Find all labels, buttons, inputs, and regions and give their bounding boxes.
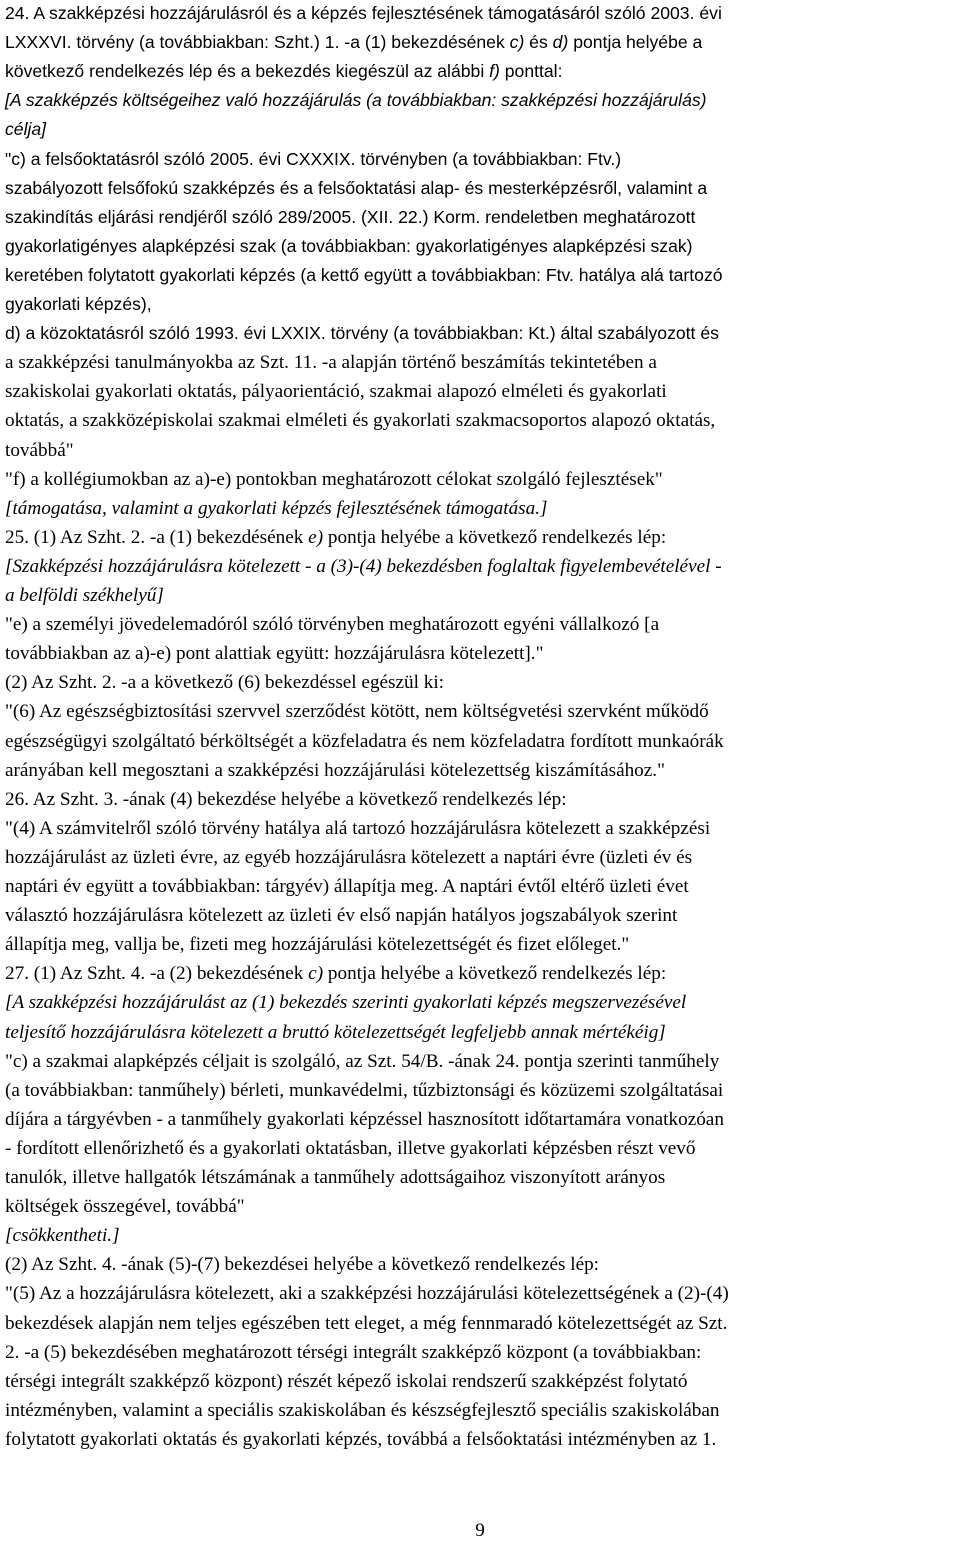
text-line xyxy=(5,668,444,697)
text-line xyxy=(5,727,724,756)
italic-text: a belföldi székhelyű] xyxy=(5,585,164,606)
italic-text: [A szakképzés költségeihez való hozzájárulás (a továbbiakban: szakképzési hozzájárulás) xyxy=(5,90,707,111)
text-line xyxy=(5,1367,687,1396)
text-line xyxy=(5,57,562,86)
text-run: "(6) Az egészségbiztosítási szervvel szerződést kötött, nem költségvetési szervként működő xyxy=(5,701,709,723)
text-run: "c) a felsőoktatásról szóló 2005. évi CXXXIX. törvényben (a továbbiakban: Ftv.) xyxy=(5,148,622,169)
text-run: pontja helyébe a következő rendelkezés lép: xyxy=(323,526,667,548)
text-run: (2) Az Szht. 2. -a a következő (6) bekezdéssel egészül ki: xyxy=(5,672,445,694)
text-line xyxy=(5,232,693,261)
text-line xyxy=(5,988,686,1017)
text-line xyxy=(5,1309,727,1338)
text-line xyxy=(5,1425,716,1454)
text-line xyxy=(5,0,722,28)
text-line xyxy=(5,115,46,144)
text-run: naptári év együtt a továbbiakban: tárgyév) állapítja meg. A naptári évtől eltérő üzleti évet xyxy=(5,876,689,897)
text-line xyxy=(5,581,164,610)
text-line xyxy=(5,1192,245,1221)
italic-text: [csökkentheti.] xyxy=(5,1225,120,1247)
text-run: keretében folytatott gyakorlati képzés (a kettő együtt a továbbiakban: Ftv. hatálya alá tartozó xyxy=(5,264,723,285)
text-run: költségek összegével, továbbá" xyxy=(5,1196,245,1218)
text-line xyxy=(5,1105,724,1134)
text-line xyxy=(5,436,74,465)
text-run: és xyxy=(524,32,553,53)
text-run: folytatott gyakorlati oktatás és gyakorlati képzés, továbbá a felsőoktatási intézményben az 1. xyxy=(5,1428,717,1450)
text-line xyxy=(5,610,659,639)
text-run: választó hozzájárulásra kötelezett az üzleti év első napján hatályos jogszabályok szerint xyxy=(5,905,678,927)
text-line xyxy=(5,1163,665,1192)
text-line xyxy=(5,1076,723,1105)
text-line xyxy=(5,814,710,843)
text-run: -a (1) bekezdésének xyxy=(344,32,510,53)
text-run: "(5) Az a hozzájárulásra kötelezett, aki a szakképzési hozzájárulási kötelezettségének a (2)-(4) xyxy=(5,1283,729,1305)
text-line xyxy=(5,639,543,668)
text-run: 2. -a (5) bekezdésében meghatározott térségi integrált szakképző központ (a továbbiakban: xyxy=(5,1341,702,1363)
text-line xyxy=(5,145,621,174)
text-run: 24. A szakképzési hozzájárulásról és a képzés fejlesztésének támogatásáról szóló 2003. évi xyxy=(5,3,722,23)
text-run: hozzájárulást az üzleti évre, az egyéb hozzájárulásra kötelezett a naptári évre (üzleti év és xyxy=(5,846,693,868)
text-run: "f) a kollégiumokban az a)-e) pontokban meghatározott célokat szolgáló fejlesztések" xyxy=(5,468,663,490)
text-run: állapítja meg, vallja be, fizeti meg hozzájárulási kötelezettségét és fizet előleget." xyxy=(5,934,630,956)
text-run: pontja helyébe a xyxy=(568,32,703,53)
text-run: szakindítás eljárási rendjéről szóló 289/2005. (XII. 22.) Korm. rendeletben meghatározott xyxy=(5,206,696,227)
text-run: "(4) A számvitelről szóló törvény hatálya alá tartozó hozzájárulásra kötelezett a szakképzési xyxy=(5,817,711,839)
text-line xyxy=(5,465,663,494)
text-run: szabályozott felsőfokú szakképzés és a felsőoktatási alap- és mesterképzésről, valamint a xyxy=(5,177,708,198)
text-line xyxy=(5,406,715,435)
text-run: oktatás, a szakközépiskolai szakmai elméleti és gyakorlati szakmacsoportos alapozó oktatás, xyxy=(5,410,716,432)
text-run: (a továbbiakban: tanműhely) bérleti, munkavédelmi, tűzbiztonsági és közüzemi szolgáltatásai xyxy=(5,1079,724,1101)
text-line xyxy=(5,1221,120,1250)
italic-text: f) xyxy=(489,61,500,82)
text-run: LXXXVI. törvény (a továbbiakban: Szht.) 1. xyxy=(5,32,345,53)
italic-text: e) xyxy=(308,526,324,548)
text-run: (2) Az Szht. 4. -ának (5)-(7) bekezdései helyébe a következő rendelkezés lép: xyxy=(5,1254,600,1276)
text-line xyxy=(5,377,667,406)
text-line xyxy=(5,174,707,203)
text-line xyxy=(5,1018,666,1047)
text-run: arányában kell megosztani a szakképzési hozzájárulási kötelezettség kiszámításához." xyxy=(5,759,665,781)
text-run: 26. Az Szht. 3. -ának (4) bekezdése helyébe a következő rendelkezés lép: xyxy=(5,788,567,810)
text-line xyxy=(5,290,152,319)
text-run: gyakorlatigényes alapképzési szak (a továbbiakban: gyakorlatigényes alapképzési szak) xyxy=(5,235,693,256)
text-line xyxy=(5,1338,701,1367)
text-run: térségi integrált szakképző központ) részét képező iskolai rendszerű szakképzést folytató xyxy=(5,1370,688,1392)
text-run: "c) a szakmai alapképzés céljait is szolgáló, az Szt. 54/B. -ának 24. pontja szerinti tanműhely xyxy=(5,1050,720,1072)
text-line xyxy=(5,1279,729,1308)
text-line xyxy=(5,785,567,814)
text-line xyxy=(5,1396,720,1425)
text-line xyxy=(5,959,666,988)
text-run: díjára a tárgyévben - a tanműhely gyakorlati képzéssel hasznosított időtartamára vonatkozóan xyxy=(5,1108,724,1130)
text-line xyxy=(5,1134,696,1163)
text-line xyxy=(5,261,723,290)
text-line xyxy=(5,552,722,581)
text-line xyxy=(5,523,666,552)
text-line xyxy=(5,319,719,348)
text-line xyxy=(5,843,692,872)
text-run: bekezdések alapján nem teljes egészében tett eleget, a még fennmaradó kötelezettségét az Szt. xyxy=(5,1312,728,1334)
text-line xyxy=(5,872,689,901)
text-run: ponttal: xyxy=(499,61,563,82)
italic-text: [Szakképzési hozzájárulásra kötelezett - a (3)-(4) bekezdésben foglaltak figyelembevételével - xyxy=(5,555,722,577)
text-run: továbbá" xyxy=(5,439,74,461)
text-run: - fordított ellenőrizhető és a gyakorlati oktatásban, illetve gyakorlati képzésben részt vevő xyxy=(5,1137,696,1159)
italic-text: célja] xyxy=(5,119,47,140)
text-line xyxy=(5,697,709,726)
text-run: továbbiakban az a)-e) pont alattiak együtt: hozzájárulásra kötelezett]." xyxy=(5,643,544,665)
text-line xyxy=(5,86,707,115)
text-line xyxy=(5,1250,599,1279)
text-run: gyakorlati képzés), xyxy=(5,294,152,314)
text-run: d) a közoktatásról szóló 1993. évi LXXIX. törvény (a továbbiakban: Kt.) által szabályozott és xyxy=(5,323,719,344)
text-line xyxy=(5,1047,719,1076)
text-run: "e) a személyi jövedelemadóról szóló törvényben meghatározott egyéni vállalkozó [a xyxy=(5,614,660,636)
italic-text: teljesítő hozzájárulásra kötelezett a bruttó kötelezettségét legfeljebb annak mértékéig] xyxy=(5,1021,666,1043)
text-line xyxy=(5,348,657,377)
text-run: pontja helyébe a következő rendelkezés lép: xyxy=(323,963,667,985)
italic-text: [támogatása, valamint a gyakorlati képzés fejlesztésének támogatása.] xyxy=(5,497,548,519)
text-run: tanulók, illetve hallgatók létszámának a tanműhely adottságaihoz viszonyított arányos xyxy=(5,1167,666,1188)
italic-text: d) xyxy=(552,32,569,53)
italic-text: c) xyxy=(509,32,525,53)
text-line xyxy=(5,930,629,959)
italic-text: [A szakképzési hozzájárulást az (1) bekezdés szerinti gyakorlati képzés megszervezésével xyxy=(5,992,687,1014)
text-line xyxy=(5,203,695,232)
text-run: következő rendelkezés lép és a bekezdés kiegészül az alábbi xyxy=(5,61,490,82)
text-run: szakiskolai gyakorlati oktatás, pályaorientáció, szakmai alapozó elméleti és gyakorlati xyxy=(5,381,667,403)
text-line xyxy=(5,901,677,930)
text-run: 27. (1) Az Szht. 4. -a (2) bekezdésének xyxy=(5,963,309,985)
page-number: 9 xyxy=(475,1520,485,1541)
text-line xyxy=(5,28,702,57)
text-line xyxy=(5,756,665,785)
text-run: a szakképzési tanulmányokba az Szt. 11. -a alapján történő beszámítás tekintetében a xyxy=(5,352,657,374)
italic-text: c) xyxy=(308,963,324,985)
text-line xyxy=(5,494,548,523)
text-run: egészségügyi szolgáltató bérköltségét a közfeladatra és nem közfeladatra fordított munkaórák xyxy=(5,730,724,752)
text-run: intézményben, valamint a speciális szakiskolában és készségfejlesztő speciális szakiskolában xyxy=(5,1399,720,1421)
text-run: 25. (1) Az Szht. 2. -a (1) bekezdésének xyxy=(5,526,309,548)
